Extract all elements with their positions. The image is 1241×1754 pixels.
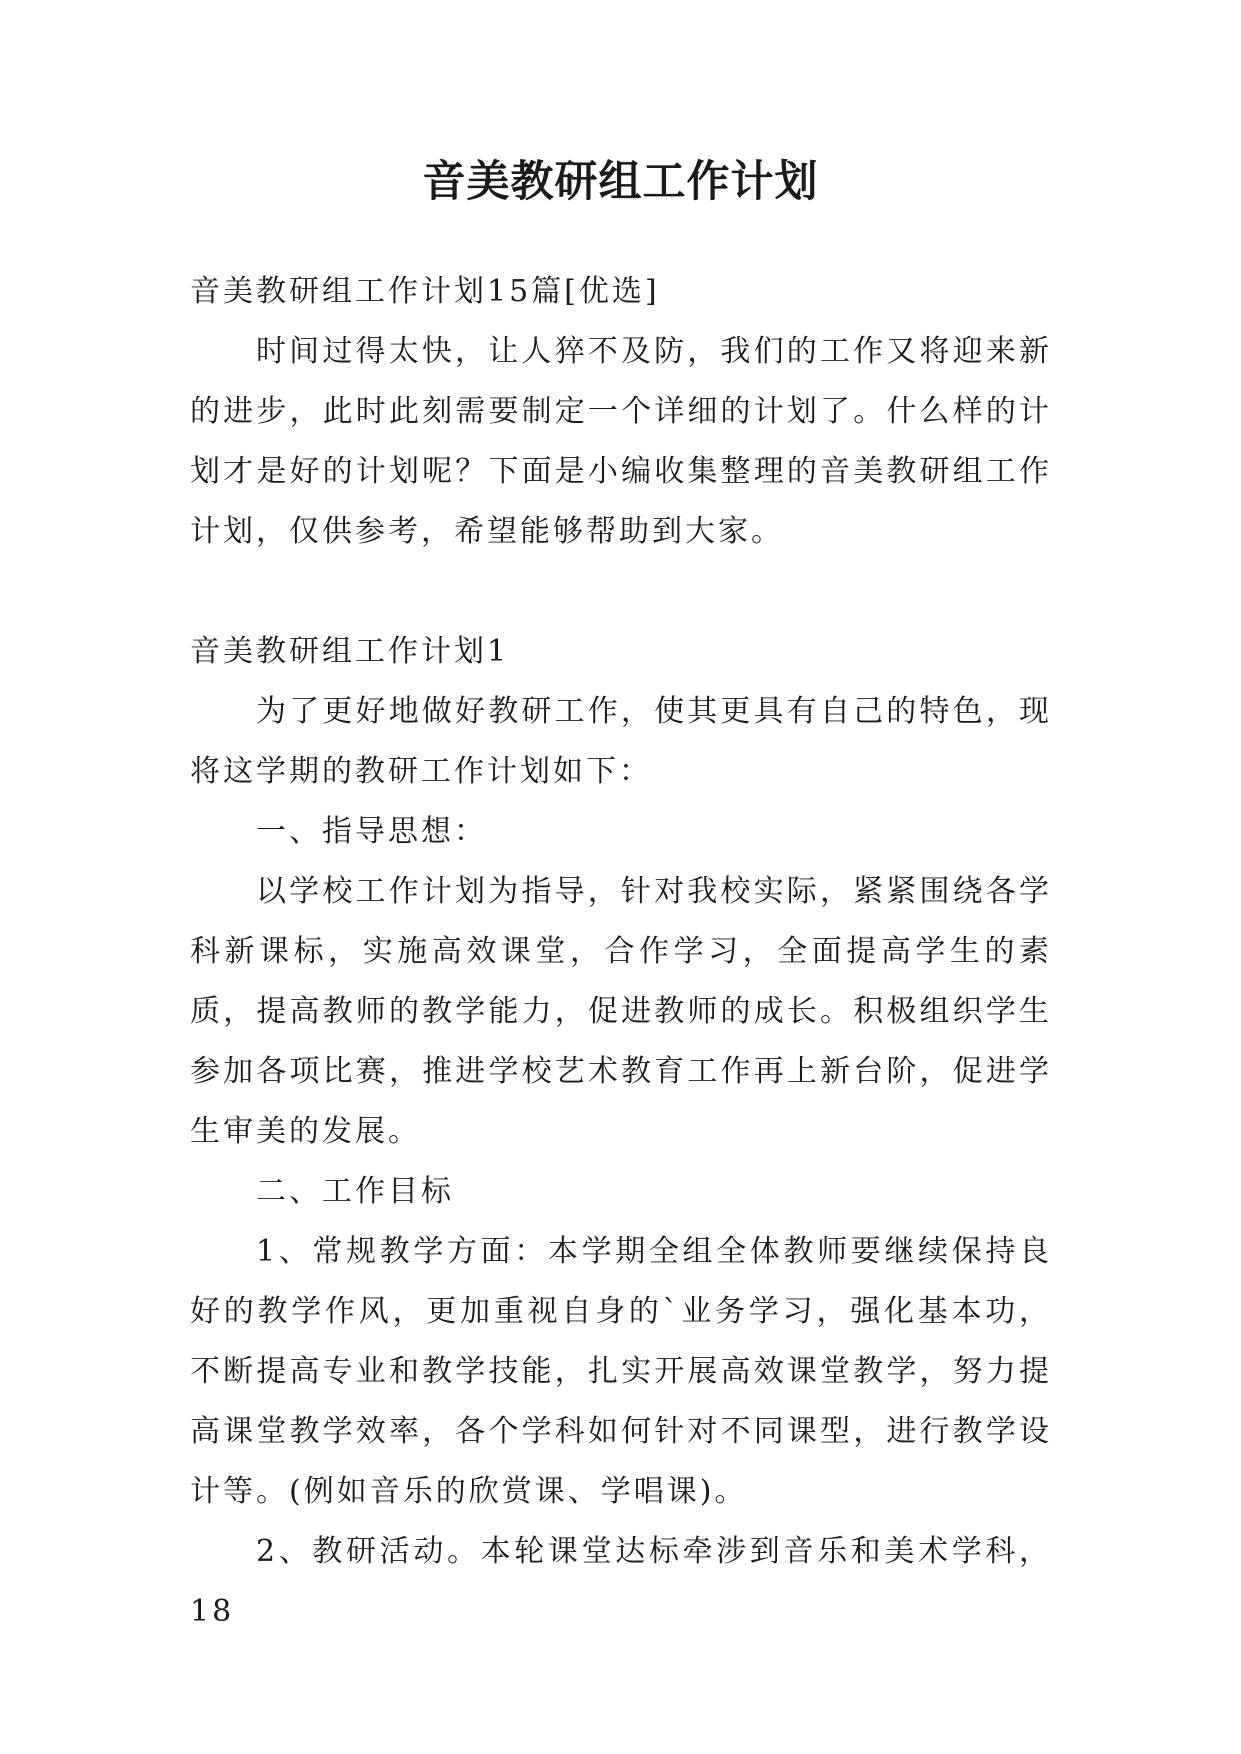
document-title: 音美教研组工作计划 [422, 157, 819, 207]
list-item: 2、教研活动。本轮课堂达标牵涉到音乐和美术学科，18 [190, 1534, 1052, 1629]
list-item: 1、常规教学方面：本学期全组全体教师要继续保持良好的教学作风，更加重视自身的`业务学习，强化基本功，不断提高专业和教学技能，扎实开展高效课堂教学，努力提高课堂教学效率，各个学科如何针对不同课型，进行教学设计等。(例如音乐的欣赏课、学唱课)。 [190, 1234, 1052, 1509]
part-heading-work-goals: 二、工作目标 [256, 1174, 454, 1209]
document-body [190, 262, 1052, 1642]
guiding-thought-paragraph: 以学校工作计划为指导，针对我校实际，紧紧围绕各学科新课标，实施高效课堂，合作学习，全面提高学生的素质，提高教师的教学能力，促进教师的成长。积极组织学生参加各项比赛，推进学校艺术教育工作再上新台阶，促进学生审美的发展。 [190, 874, 1052, 1149]
intro-paragraph: 时间过得太快，让人猝不及防，我们的工作又将迎来新的进步，此时此刻需要制定一个详细的计划了。什么样的计划才是好的计划呢？下面是小编收集整理的音美教研组工作计划，仅供参考，希望能够帮助到大家。 [190, 334, 1052, 549]
paragraph-gap [190, 562, 1052, 622]
section-intro-paragraph: 为了更好地做好教研工作，使其更具有自己的特色，现将这学期的教研工作计划如下： [190, 694, 1052, 789]
part-heading-guiding-thought: 一、指导思想： [256, 814, 487, 849]
subtitle: 音美教研组工作计划15篇[优选] [190, 274, 660, 309]
section-heading: 音美教研组工作计划1 [190, 634, 510, 669]
